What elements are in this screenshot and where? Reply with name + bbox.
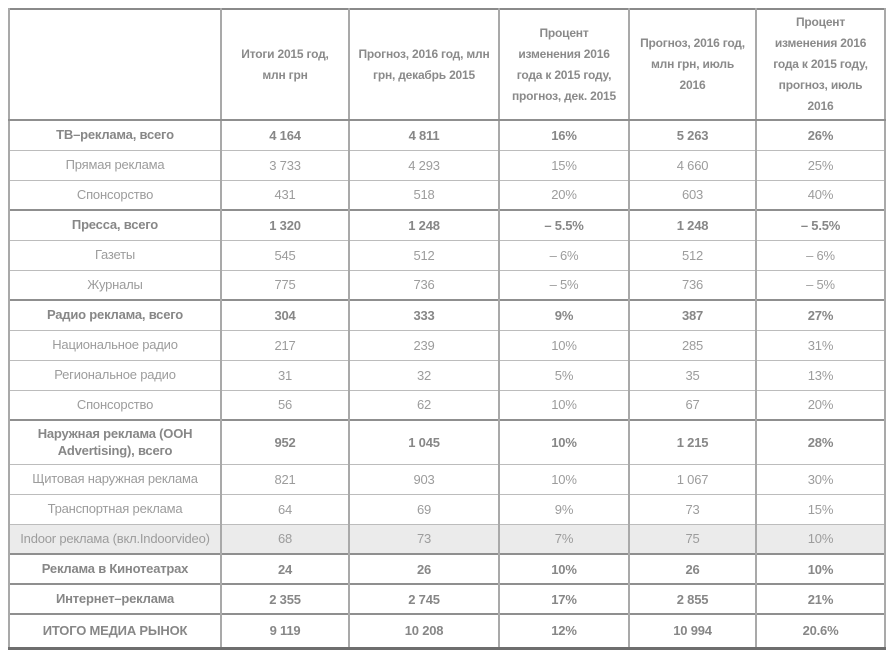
cell-change-dec: 17%: [499, 584, 629, 614]
cell-2015: 821: [221, 464, 349, 494]
row-label: Реклама в Кинотеатрах: [9, 554, 221, 584]
cell-change-jul: 28%: [756, 420, 885, 464]
cell-forecast-dec: 239: [349, 330, 499, 360]
cell-forecast-dec: 32: [349, 360, 499, 390]
cell-change-dec: 10%: [499, 554, 629, 584]
table-row-press-total: [9, 210, 885, 240]
cell-forecast-jul: 4 660: [629, 150, 756, 180]
header-cell-results-2015: Итоги 2015 год, млн грн: [221, 9, 349, 120]
cell-forecast-jul: 35: [629, 360, 756, 390]
row-label: Наружная реклама (ООН Advertising), всего: [9, 420, 221, 464]
cell-forecast-dec: 1 045: [349, 420, 499, 464]
cell-change-jul: 13%: [756, 360, 885, 390]
row-label: Спонсорство: [9, 390, 221, 420]
cell-change-jul: 15%: [756, 494, 885, 524]
cell-2015: 1 320: [221, 210, 349, 240]
cell-2015: 775: [221, 270, 349, 300]
header-cell-category: [9, 9, 221, 120]
cell-change-jul: – 5%: [756, 270, 885, 300]
cell-change-dec: 10%: [499, 420, 629, 464]
cell-change-dec: 10%: [499, 464, 629, 494]
cell-2015: 304: [221, 300, 349, 330]
table-row-billboard: [9, 464, 885, 494]
row-label: Транспортная реклама: [9, 494, 221, 524]
cell-change-dec: 5%: [499, 360, 629, 390]
cell-forecast-jul: 5 263: [629, 120, 756, 150]
cell-forecast-jul: 387: [629, 300, 756, 330]
cell-change-dec: 20%: [499, 180, 629, 210]
table-row-transport: [9, 494, 885, 524]
cell-forecast-jul: 73: [629, 494, 756, 524]
cell-forecast-dec: 69: [349, 494, 499, 524]
row-label: Щитовая наружная реклама: [9, 464, 221, 494]
cell-2015: 3 733: [221, 150, 349, 180]
table-row-tv-total: [9, 120, 885, 150]
cell-2015: 56: [221, 390, 349, 420]
cell-forecast-dec: 512: [349, 240, 499, 270]
table-row-radio-sponsorship: [9, 390, 885, 420]
cell-change-dec: 12%: [499, 614, 629, 648]
cell-forecast-jul: 285: [629, 330, 756, 360]
header-cell-forecast-jul-2016: Прогноз, 2016 год, млн грн, июль 2016: [629, 9, 756, 120]
cell-2015: 31: [221, 360, 349, 390]
cell-change-jul: 20.6%: [756, 614, 885, 648]
cell-forecast-dec: 4 811: [349, 120, 499, 150]
cell-forecast-dec: 26: [349, 554, 499, 584]
cell-2015: 9 119: [221, 614, 349, 648]
cell-2015: 4 164: [221, 120, 349, 150]
table-row-radio-total: [9, 300, 885, 330]
cell-change-dec: – 6%: [499, 240, 629, 270]
media-market-table: [8, 8, 886, 650]
row-label: Газеты: [9, 240, 221, 270]
cell-forecast-dec: 10 208: [349, 614, 499, 648]
table-row-total-media-market: [9, 614, 885, 648]
cell-2015: 431: [221, 180, 349, 210]
header-cell-forecast-dec-2015: Прогноз, 2016 год, млн грн, декабрь 2015: [349, 9, 499, 120]
cell-change-dec: – 5%: [499, 270, 629, 300]
table-row-indoor: [9, 524, 885, 554]
cell-forecast-jul: 736: [629, 270, 756, 300]
cell-forecast-jul: 75: [629, 524, 756, 554]
cell-forecast-dec: 333: [349, 300, 499, 330]
table-row-magazines: [9, 270, 885, 300]
cell-change-dec: – 5.5%: [499, 210, 629, 240]
cell-forecast-dec: 4 293: [349, 150, 499, 180]
cell-change-jul: – 6%: [756, 240, 885, 270]
table-row-cinema: [9, 554, 885, 584]
cell-forecast-jul: 26: [629, 554, 756, 584]
header-cell-change-jul-2016: Процент изменения 2016 года к 2015 году, прогноз, июль 2016: [756, 9, 885, 120]
row-label: Пресса, всего: [9, 210, 221, 240]
cell-change-dec: 10%: [499, 390, 629, 420]
table-row-newspapers: [9, 240, 885, 270]
cell-change-jul: 25%: [756, 150, 885, 180]
row-label: Радио реклама, всего: [9, 300, 221, 330]
cell-change-dec: 10%: [499, 330, 629, 360]
cell-forecast-dec: 903: [349, 464, 499, 494]
cell-change-jul: 26%: [756, 120, 885, 150]
row-label: Прямая реклама: [9, 150, 221, 180]
cell-change-jul: 10%: [756, 554, 885, 584]
cell-2015: 217: [221, 330, 349, 360]
cell-forecast-jul: 10 994: [629, 614, 756, 648]
cell-2015: 545: [221, 240, 349, 270]
cell-2015: 68: [221, 524, 349, 554]
cell-forecast-jul: 67: [629, 390, 756, 420]
cell-change-jul: 31%: [756, 330, 885, 360]
row-label: Интернет–реклама: [9, 584, 221, 614]
cell-change-jul: 40%: [756, 180, 885, 210]
cell-2015: 64: [221, 494, 349, 524]
cell-change-dec: 16%: [499, 120, 629, 150]
cell-forecast-jul: 1 248: [629, 210, 756, 240]
table-row-regional-radio: [9, 360, 885, 390]
cell-change-jul: 21%: [756, 584, 885, 614]
cell-forecast-dec: 736: [349, 270, 499, 300]
cell-forecast-jul: 603: [629, 180, 756, 210]
cell-forecast-dec: 1 248: [349, 210, 499, 240]
cell-change-dec: 9%: [499, 300, 629, 330]
cell-change-dec: 9%: [499, 494, 629, 524]
cell-forecast-jul: 1 215: [629, 420, 756, 464]
header-cell-change-dec-2015: Процент изменения 2016 года к 2015 году, прогноз, дек. 2015: [499, 9, 629, 120]
cell-change-jul: 20%: [756, 390, 885, 420]
row-label: Региональное радио: [9, 360, 221, 390]
cell-forecast-dec: 73: [349, 524, 499, 554]
cell-forecast-dec: 2 745: [349, 584, 499, 614]
table-row-tv-sponsorship: [9, 180, 885, 210]
cell-change-jul: – 5.5%: [756, 210, 885, 240]
cell-change-jul: 10%: [756, 524, 885, 554]
cell-forecast-jul: 512: [629, 240, 756, 270]
row-label: Журналы: [9, 270, 221, 300]
cell-2015: 24: [221, 554, 349, 584]
row-label: Спонсорство: [9, 180, 221, 210]
row-label: Национальное радио: [9, 330, 221, 360]
row-label: ТВ–реклама, всего: [9, 120, 221, 150]
cell-change-dec: 7%: [499, 524, 629, 554]
table-row-internet: [9, 584, 885, 614]
cell-change-dec: 15%: [499, 150, 629, 180]
table-row-national-radio: [9, 330, 885, 360]
table-row-direct-ads: [9, 150, 885, 180]
cell-forecast-jul: 2 855: [629, 584, 756, 614]
cell-forecast-jul: 1 067: [629, 464, 756, 494]
cell-change-jul: 30%: [756, 464, 885, 494]
cell-2015: 952: [221, 420, 349, 464]
header-row: [9, 9, 885, 120]
row-label: ИТОГО МЕДИА РЫНОК: [9, 614, 221, 648]
table-row-ooh-total: [9, 420, 885, 464]
cell-change-jul: 27%: [756, 300, 885, 330]
cell-forecast-dec: 62: [349, 390, 499, 420]
row-label: Indoor реклама (вкл.Indoorvideo): [9, 524, 221, 554]
cell-2015: 2 355: [221, 584, 349, 614]
cell-forecast-dec: 518: [349, 180, 499, 210]
